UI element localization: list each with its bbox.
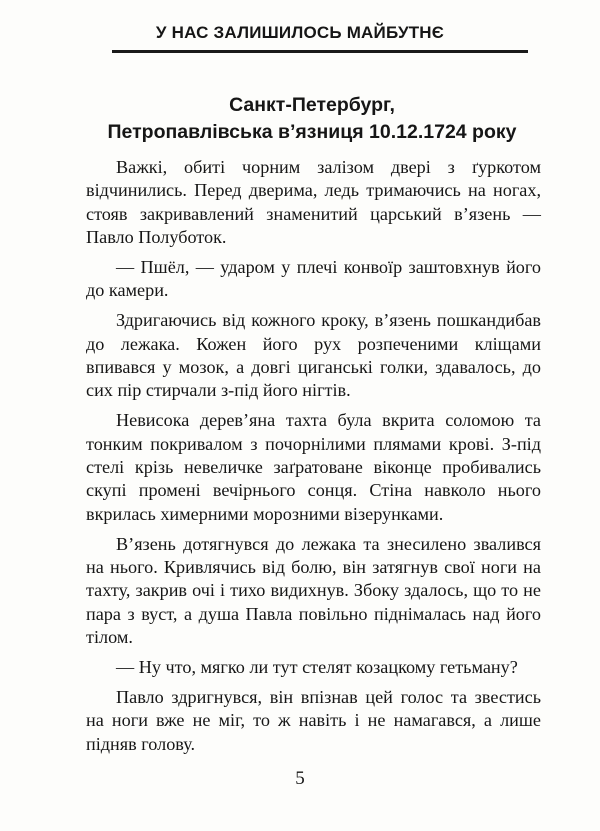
header-rule: [112, 50, 528, 53]
paragraph: — Пшёл, — ударом у плечі конвоїр заштовхнув його до камери.: [86, 257, 541, 301]
paragraph: Важкі, обиті чорним залізом двері з ґуркотом відчинились. Перед дверима, ледь тримаючись на ногах, стояв закривавлений знаменитий царський в’язень — Павло Полуботок.: [86, 157, 541, 248]
paragraph: — Ну что, мягко ли тут стелят козацкому гетьману?: [116, 657, 518, 678]
paragraph: Невисока дерев’яна тахта була вкрита соломою та тонким покривалом з почорнілими плямами крові. З-під стелі крізь невеличке заґратоване віконце пробивались скупі промені вечірнього сонця. Стіна навколо нього вкрилась химерними морозними візерунками.: [86, 410, 541, 524]
chapter-title-line-1: Санкт-Петербург,: [229, 94, 395, 116]
paragraph: Павло здригнувся, він впізнав цей голос та звестись на ноги вже не міг, то ж навіть і не намагався, а лише підняв голову.: [86, 686, 541, 754]
page-number: 5: [295, 768, 305, 789]
paragraph: Здригаючись від кожного кроку, в’язень пошкандибав до лежака. Кожен його рух розпеченими кліщами впивався у мозок, а довгі циганські голки, здавалось, до сих пір стирчали з-під його нігтів.: [86, 310, 541, 401]
chapter-title: [80, 92, 544, 146]
running-header: У НАС ЗАЛИШИЛОСЬ МАЙБУТНЄ: [155, 23, 445, 42]
chapter-title-line-2: Петропавлівська в’язниця 10.12.1724 року: [107, 121, 517, 143]
body-text: [86, 156, 541, 762]
paragraph: В’язень дотягнувся до лежака та знесилено звалився на нього. Кривлячись від болю, він затягнув свої ноги на тахту, закрив очі і тихо видихнув. Збоку здалось, що то не пара з вуст, а душа Павла повільно піднімалась над його тілом.: [86, 533, 541, 648]
